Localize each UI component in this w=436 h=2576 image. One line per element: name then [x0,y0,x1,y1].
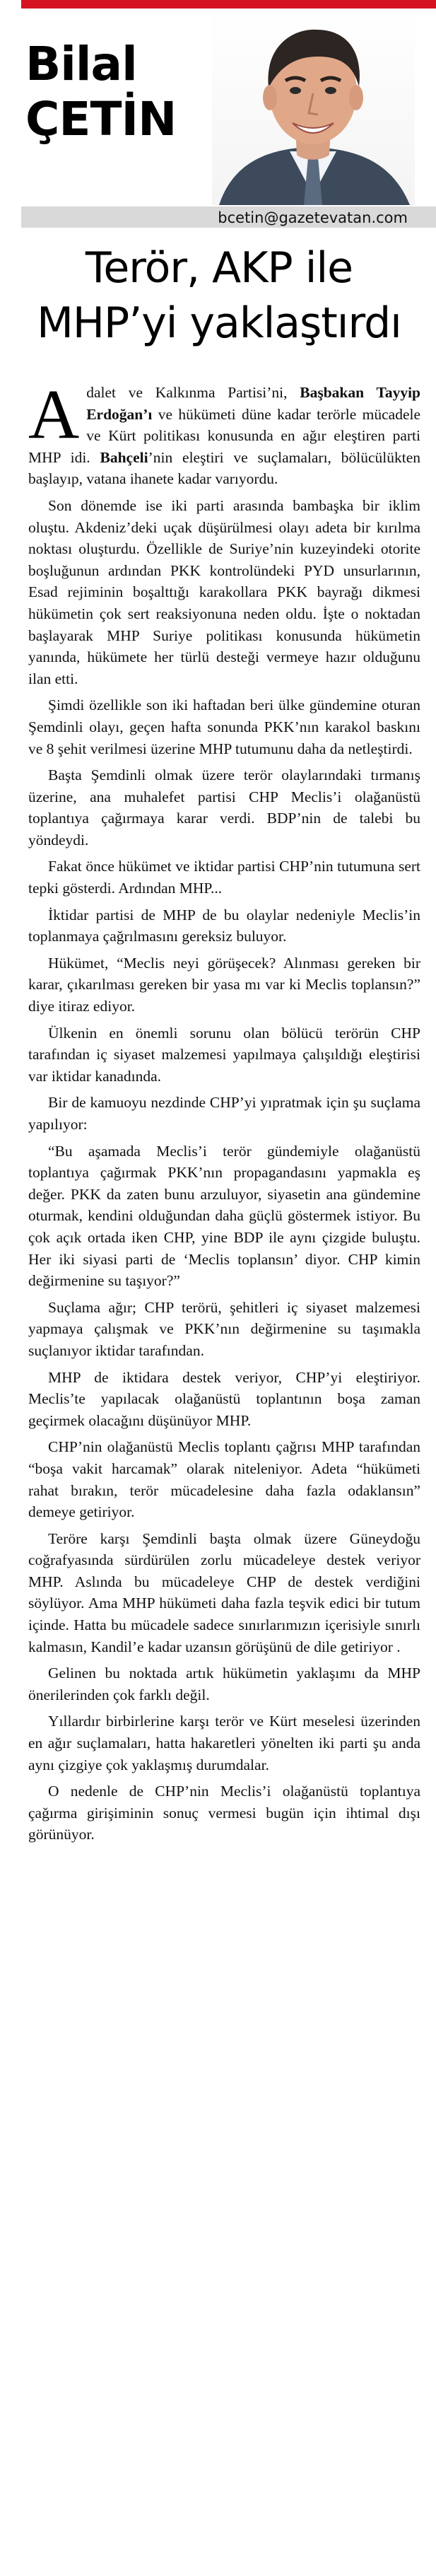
paragraph: Başta Şemdinli olmak üzere terör olaylarındaki tırmanış üzerine, ana muhalefet partisi CHP Meclis’i olağanüstü toplantıya çağırmaya karar verdi. BDP’nin de talebi bu yöndeydi. [28,767,420,849]
paragraph: Bir de kamuoyu nezdinde CHP’yi yıpratmak için şu suçlama yapılıyor: [28,1094,420,1133]
author-portrait-image [212,10,415,205]
author-last-name: ÇETİN [25,92,177,146]
paragraph: Yıllardır birbirlerine karşı terör ve Kürt meselesi üzerinden en ağır suçlamaları, hatta hakaretleri yönelten iki parti şu anda aynı çizgiye çok yaklaşmış durumdalar. [28,1713,420,1773]
paragraph: Son dönemde ise iki parti arasında bambaşka bir iklim oluştu. Akdeniz’deki uçak düşürülmesi olayı adeta bir kırılma noktası oluşturdu. Özellikle de Suriye’nin kuzeyindeki otorite boşluğunun ardından PKK kontrolündeki PYD unsurlarının, Esad rejiminin boşalttığı karakollara PKK bayrağı dikmesi hükümetin çok sert reaksiyonuna neden oldu. İşte o noktadan başlayarak MHP Suriye politikası konusunda hükümetin yanında, hükümete her türlü desteği vermeye hazır olduğunu ilan etti. [28,496,420,687]
lead-bold-2: Bahçeli [100,448,148,466]
article-headline [14,240,424,351]
paragraph: Suçlama ağır; CHP terörü, şehitleri iç siyaset malzemesi yapmaya çalışmak ve PKK’nın değirmenine su taşımakla suçlanıyor iktidar tarafından. [28,1298,420,1359]
paragraph: Fakat önce hükümet ve iktidar partisi CHP’nin tutumuna sert tepki gösterdi. Ardından MHP... [28,858,420,897]
paragraph: MHP de iktidara destek veriyor, CHP’yi eleştiriyor. Meclis’te yapılacak olağanüstü toplantının boşa zaman geçirmek olacağını düşünüyor MHP. [28,1368,420,1429]
paragraph: CHP’nin olağanüstü Meclis toplantı çağrısı MHP tarafından “boşa vakit harcamak” olarak niteleniyor. Adeta “hükümeti rahat bırakın, terör mücadelesine daha fazla odaklansın” demeye getiriyor. [28,1438,420,1521]
author-first-name: Bilal [25,37,137,91]
article-body [28,375,420,1851]
paragraph: O nedenle de CHP’nin Meclis’i olağanüstü toplantıya çağırma girişiminin sonuç vermesi bugün için ihtimal dışı görünüyor. [28,1783,420,1843]
paragraph: Gelinen bu noktada artık hükümetin yaklaşımı da MHP önerilerinden çok farklı değil. [28,1665,420,1703]
author-email: bcetin@gazetevatan.com [218,209,408,226]
lead-paragraph [28,375,420,490]
accent-bar [21,0,436,8]
paragraph: Ülkenin en önemli sorunu olan bölücü terörün CHP tarafından iç siyaset malzemesi yapılmaya çalışıldığı eleştirisi var iktidar kanadında. [28,1024,420,1085]
headline-line-1: Terör, AKP ile [85,243,353,293]
author-name [25,37,223,147]
lead-bold-1: Başbakan Tayyip Erdoğan’ı [86,384,420,423]
lead-text-2: ve hükümeti düne kadar terörle mücadele ve Kürt politikası konusunda en ağır eleştiren parti MHP idi. [28,405,420,466]
paragraph: Hükümet, “Meclis neyi görüşecek? Alınması gereken bir karar, çıkarılması gereken bir yasa mı var ki Meclis toplansın?” diye itiraz ediyor. [28,954,420,1015]
lead-text-3: ’nin eleştiri ve suçlamaları, bölücülükten başlayıp, vatana ihanete kadar varıyordu. [28,448,420,488]
headline-line-2: MHP’yi yaklaştırdı [37,298,401,348]
drop-cap: A [28,375,80,453]
paragraph: İktidar partisi de MHP de bu olaylar nedeniyle Meclis’in toplanmaya çağrılmasını gereksiz buluyor. [28,906,420,945]
paragraph: “Bu aşamada Meclis’i terör gündemiyle olağanüstü toplantıya çağırmak PKK’nın propagandasını yapmakla eş değer. PKK da zaten bunu arzuluyor, siyasetin ana gündemine oturmak, kendini olduğundan daha güçlü göstermek istiyor. Bu çok açık ortada iken CHP, yine BDP ile aynı çizgide buluştu. Her iki siyasi parti de ‘Meclis toplansın’ diyor. CHP kimin değirmenine su taşıyor?” [28,1142,420,1290]
author-photo [212,10,415,205]
lead-text-1: dalet ve Kalkınma Partisi’ni, [86,384,300,401]
column-header [0,0,436,228]
paragraph: Teröre karşı Şemdinli başta olmak üzere Güneydoğu coğrafyasında sürdürülen zorlu mücadeleye destek veriyor MHP. Aslında bu mücadeleye CHP de destek verdiğini söylüyor. Ama MHP hükümeti daha fazla teşvik edici bir tutum içinde. Hatta bu mücadele sadece sınırlarımızın içerisiyle sınırlı kalmasın, Kandil’e kadar uzansın görüşünü de dile getiriyor . [28,1529,420,1655]
paragraph: Şimdi özellikle son iki haftadan beri ülke gündemine oturan Şemdinli olayı, geçen hafta sonunda PKK’nın karakol baskını ve 8 şehit verilmesi üzerine MHP tutumunu daha da netleştirdi. [28,697,420,757]
